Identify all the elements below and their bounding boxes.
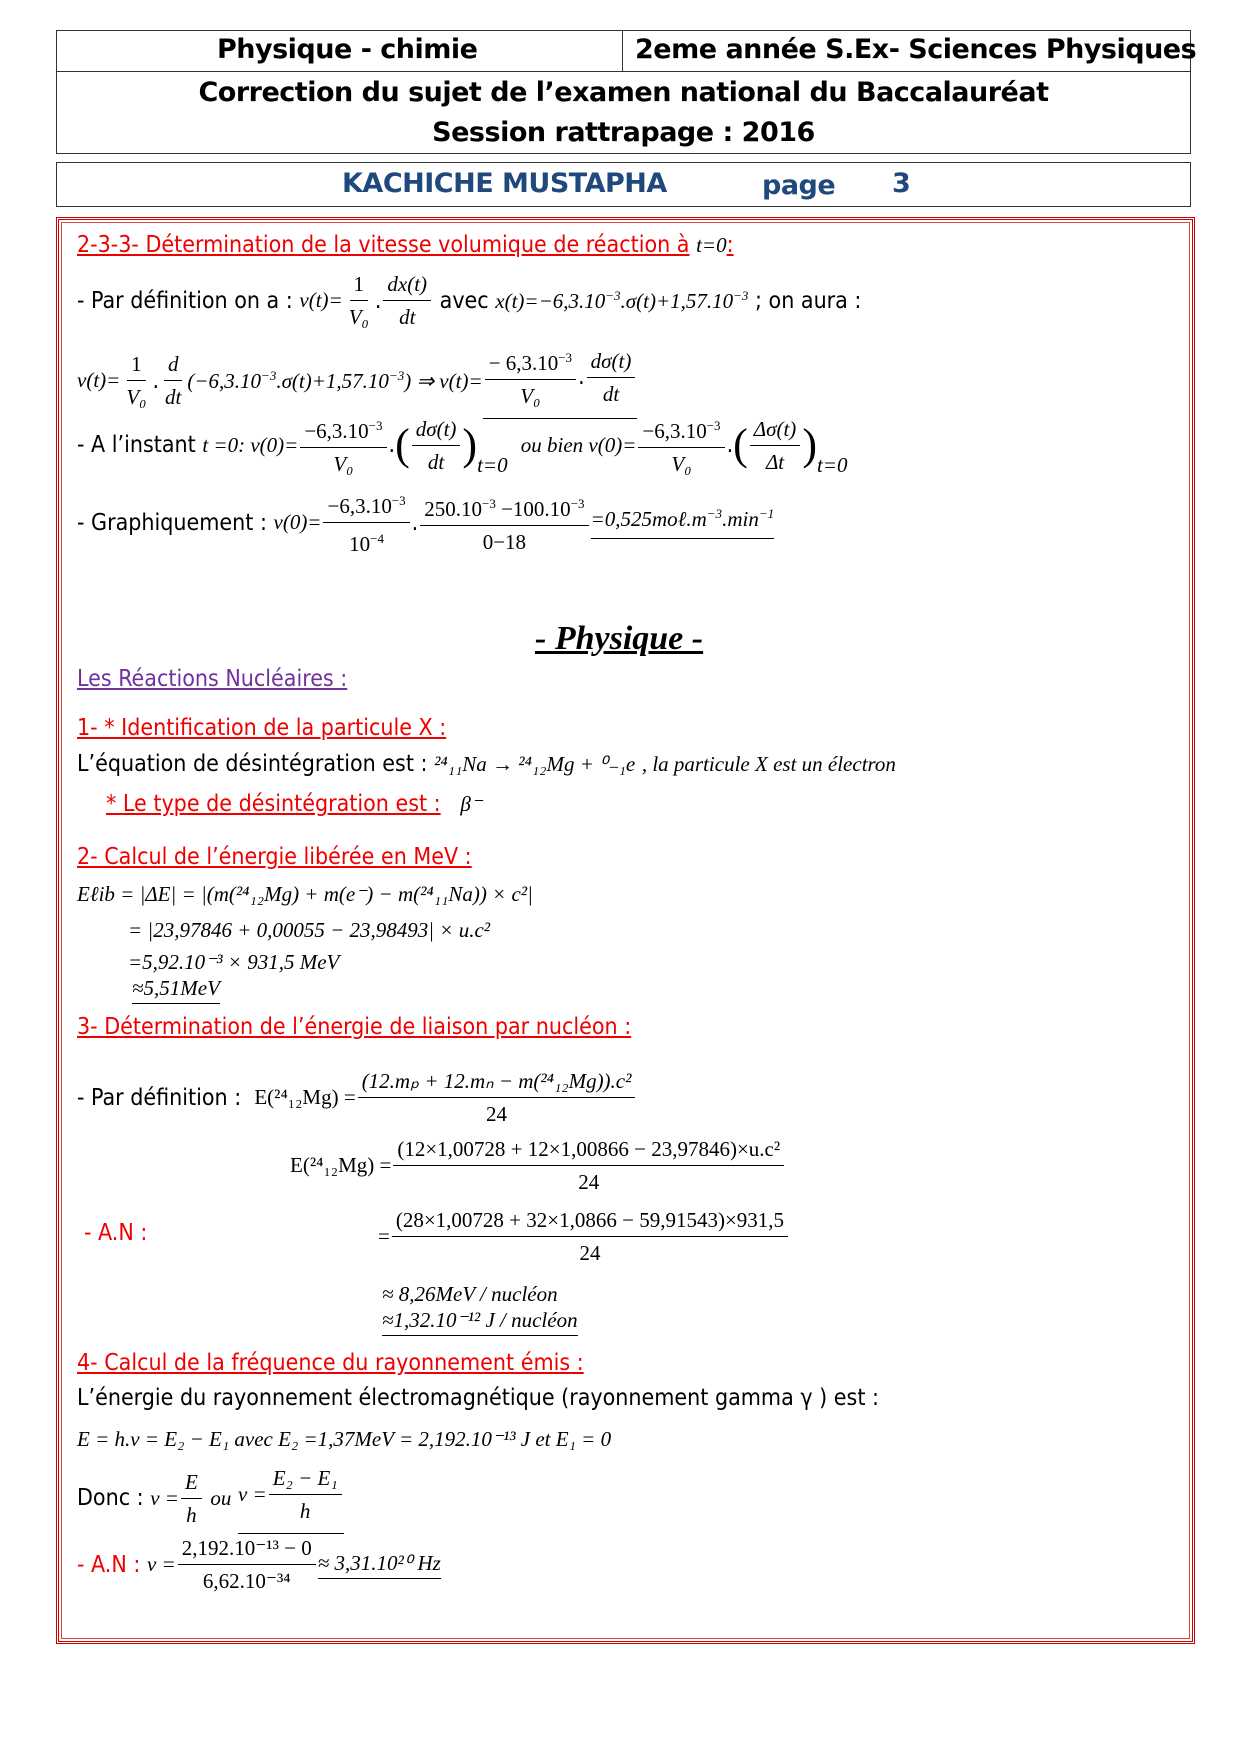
heading-text: 2-3-3- Détermination de la vitesse volumique de réaction à — [77, 232, 690, 258]
q3-an-label: - A.N : — [84, 1220, 148, 1246]
exam-title: Correction du sujet de l’examen national du Baccalauréat — [198, 77, 1049, 108]
definition-line: - Par définition on a : v(t)= $\frac{1}{\text{V₀}}$ . $\frac{dx(t)}{dt}$ avec $x(t)=-6,3.10^{-3}.\sigma(t)+1,57.10^{-3}$ ; on aura : — [77, 268, 861, 333]
den: V₀ — [348, 305, 369, 329]
decay-equation: ²⁴₁₁Na → ²⁴₁₂Mg + ⁰₋₁e — [434, 751, 636, 776]
graph-result: $=0,525mo\ell.m^{-3}.\min^{-1}$ — [591, 506, 775, 539]
graph-line: - Graphiquement : v(0)= $\frac{-6,3.10^{-3}}{10^{-4}}$ . $\frac{250.10^{-3} -100.10^{-3}}{0-18}$ $=0,525mo\ell.m^{-3}.\min^{-1}$ — [77, 485, 774, 560]
header-row-2 — [56, 71, 1191, 154]
q3-result-joule: ≈1,32.10⁻¹² J / nucléon — [382, 1308, 578, 1336]
label: ; on aura : — [755, 287, 862, 314]
page-number: 3 — [892, 168, 911, 199]
author: KACHICHE MUSTAPHA — [342, 168, 667, 199]
physique-title: - Physique - — [535, 620, 704, 657]
q4-intro: L’énergie du rayonnement électromagnétique (rayonnement gamma γ ) est : — [77, 1385, 879, 1411]
math: v(t)= — [299, 288, 343, 312]
q4-energy-eq: E = h.ν = E₂ − E₁ avec E₂ =1,37MeV = 2,192.10⁻¹³ J et E₁ = 0 — [77, 1427, 612, 1451]
den: dt — [399, 305, 416, 329]
result-underlined: $\frac{- 6,3.10^{-3}}{\text{V₀}}$ . $\frac{d\sigma(t)}{dt}$ — [483, 342, 638, 419]
q3-definition: - Par définition : E(²⁴₁₂Mg) = $\frac{\text{(12.mₚ + 12.mₙ − m(²⁴₁₂Mg)).c²}}{24}$ — [77, 1065, 637, 1130]
label: - Par définition on a : — [77, 287, 293, 314]
num: dx(t) — [383, 268, 431, 301]
q3-result-mev: ≈ 8,26MeV / nucléon — [382, 1282, 558, 1306]
decay-type: β⁻ — [460, 791, 482, 816]
math: $(-6,3.10^{-3}.\sigma(t)+1,57.10^{-3})$ ⇒ v(t)= — [187, 367, 483, 393]
q4-an-line: - A.N : ν = $\frac{\text{2,192.10⁻¹³ − 0}}{\text{6,62.10⁻³⁴}}$ ≈ 3,31.10²⁰ Hz — [77, 1532, 441, 1597]
section-heading-233 — [77, 232, 734, 258]
page-label: page — [762, 170, 836, 201]
label: avec — [439, 287, 489, 314]
q1-heading: 1- * Identification de la particule X : — [77, 715, 447, 741]
level: 2eme année S.Ex- Sciences Physiques — [635, 34, 1197, 65]
q4-result: ≈ 3,31.10²⁰ Hz — [318, 1551, 441, 1579]
fraction — [345, 268, 373, 333]
q2-heading: 2- Calcul de l’énergie libérée en MeV : — [77, 844, 472, 870]
q2-line-2: = |23,97846 + 0,00055 − 23,98493| × u.c² — [128, 918, 491, 942]
heading-colon: : — [726, 232, 734, 258]
q2-line-1: Eℓib = |ΔE| = |(m(²⁴₁₂Mg) + m(e⁻) − m(²⁴₁₁Na)) × c²| — [77, 882, 533, 906]
section-nuclear: Les Réactions Nucléaires : — [77, 666, 348, 692]
fraction — [383, 268, 431, 333]
q1-equation-line: L’équation de désintégration est : ²⁴₁₁Na → ²⁴₁₂Mg + ⁰₋₁e , la particule X est un électron — [77, 751, 896, 777]
q4-donc-line: Donc : ν = $\frac{E}{h}$ ou ν = $\frac{\text{E₂ − E₁}}{h}$ — [77, 1462, 344, 1534]
session: Session rattrapage : 2016 — [432, 117, 815, 148]
q3-substitution: E(²⁴₁₂Mg) = $\frac{\text{(12×1,00728 + 12×1,00866 − 23,97846)×u.c²}}{24}$ — [290, 1133, 786, 1198]
num: 1 — [350, 268, 369, 301]
math: $x(t)=-6,3.10^{-3}.\sigma(t)+1,57.10^{-3}$ — [495, 287, 749, 313]
subject: Physique - chimie — [217, 34, 478, 65]
q1-type-line: * Le type de désintégration est : β⁻ — [106, 791, 482, 817]
heading-math: t=0 — [696, 232, 727, 257]
header-row-1 — [56, 30, 1197, 72]
q3-numeric: = $\frac{(28\times 1,00728 + 32\times 1,0866 - 59,91543)\times 931,5}{24}$ — [378, 1204, 790, 1269]
q3-heading: 3- Détermination de l’énergie de liaison par nucléon : — [77, 1014, 632, 1040]
instant-line: - A l’instant t =0: v(0)= $\frac{-6,3.10^{-3}}{\text{V₀}}$ . ( $\frac{d\sigma(t)}{dt}$ ) t=0 ou bien v(0)= $\frac{-6,3.10^{-3}}{\text{V₀}}$ . ( $\frac{\Delta\sigma(t)}{\Delta t}$ ) t=0 — [77, 410, 847, 480]
header-row-3 — [56, 162, 1191, 207]
q2-result: ≈5,51MeV — [132, 976, 220, 1004]
q2-line-3: =5,92.10⁻³ × 931,5 MeV — [128, 950, 340, 974]
derivation-line: v(t)= $\frac{1}{\text{V₀}}$ . $\frac{d}{dt}$ $(-6,3.10^{-3}.\sigma(t)+1,57.10^{-3})$ ⇒ v(t)= $\frac{- 6,3.10^{-3}}{\text{V₀}}$ . $\frac{d\sigma(t)}{dt}$ — [77, 342, 637, 419]
q4-heading: 4- Calcul de la fréquence du rayonnement émis : — [77, 1350, 584, 1376]
